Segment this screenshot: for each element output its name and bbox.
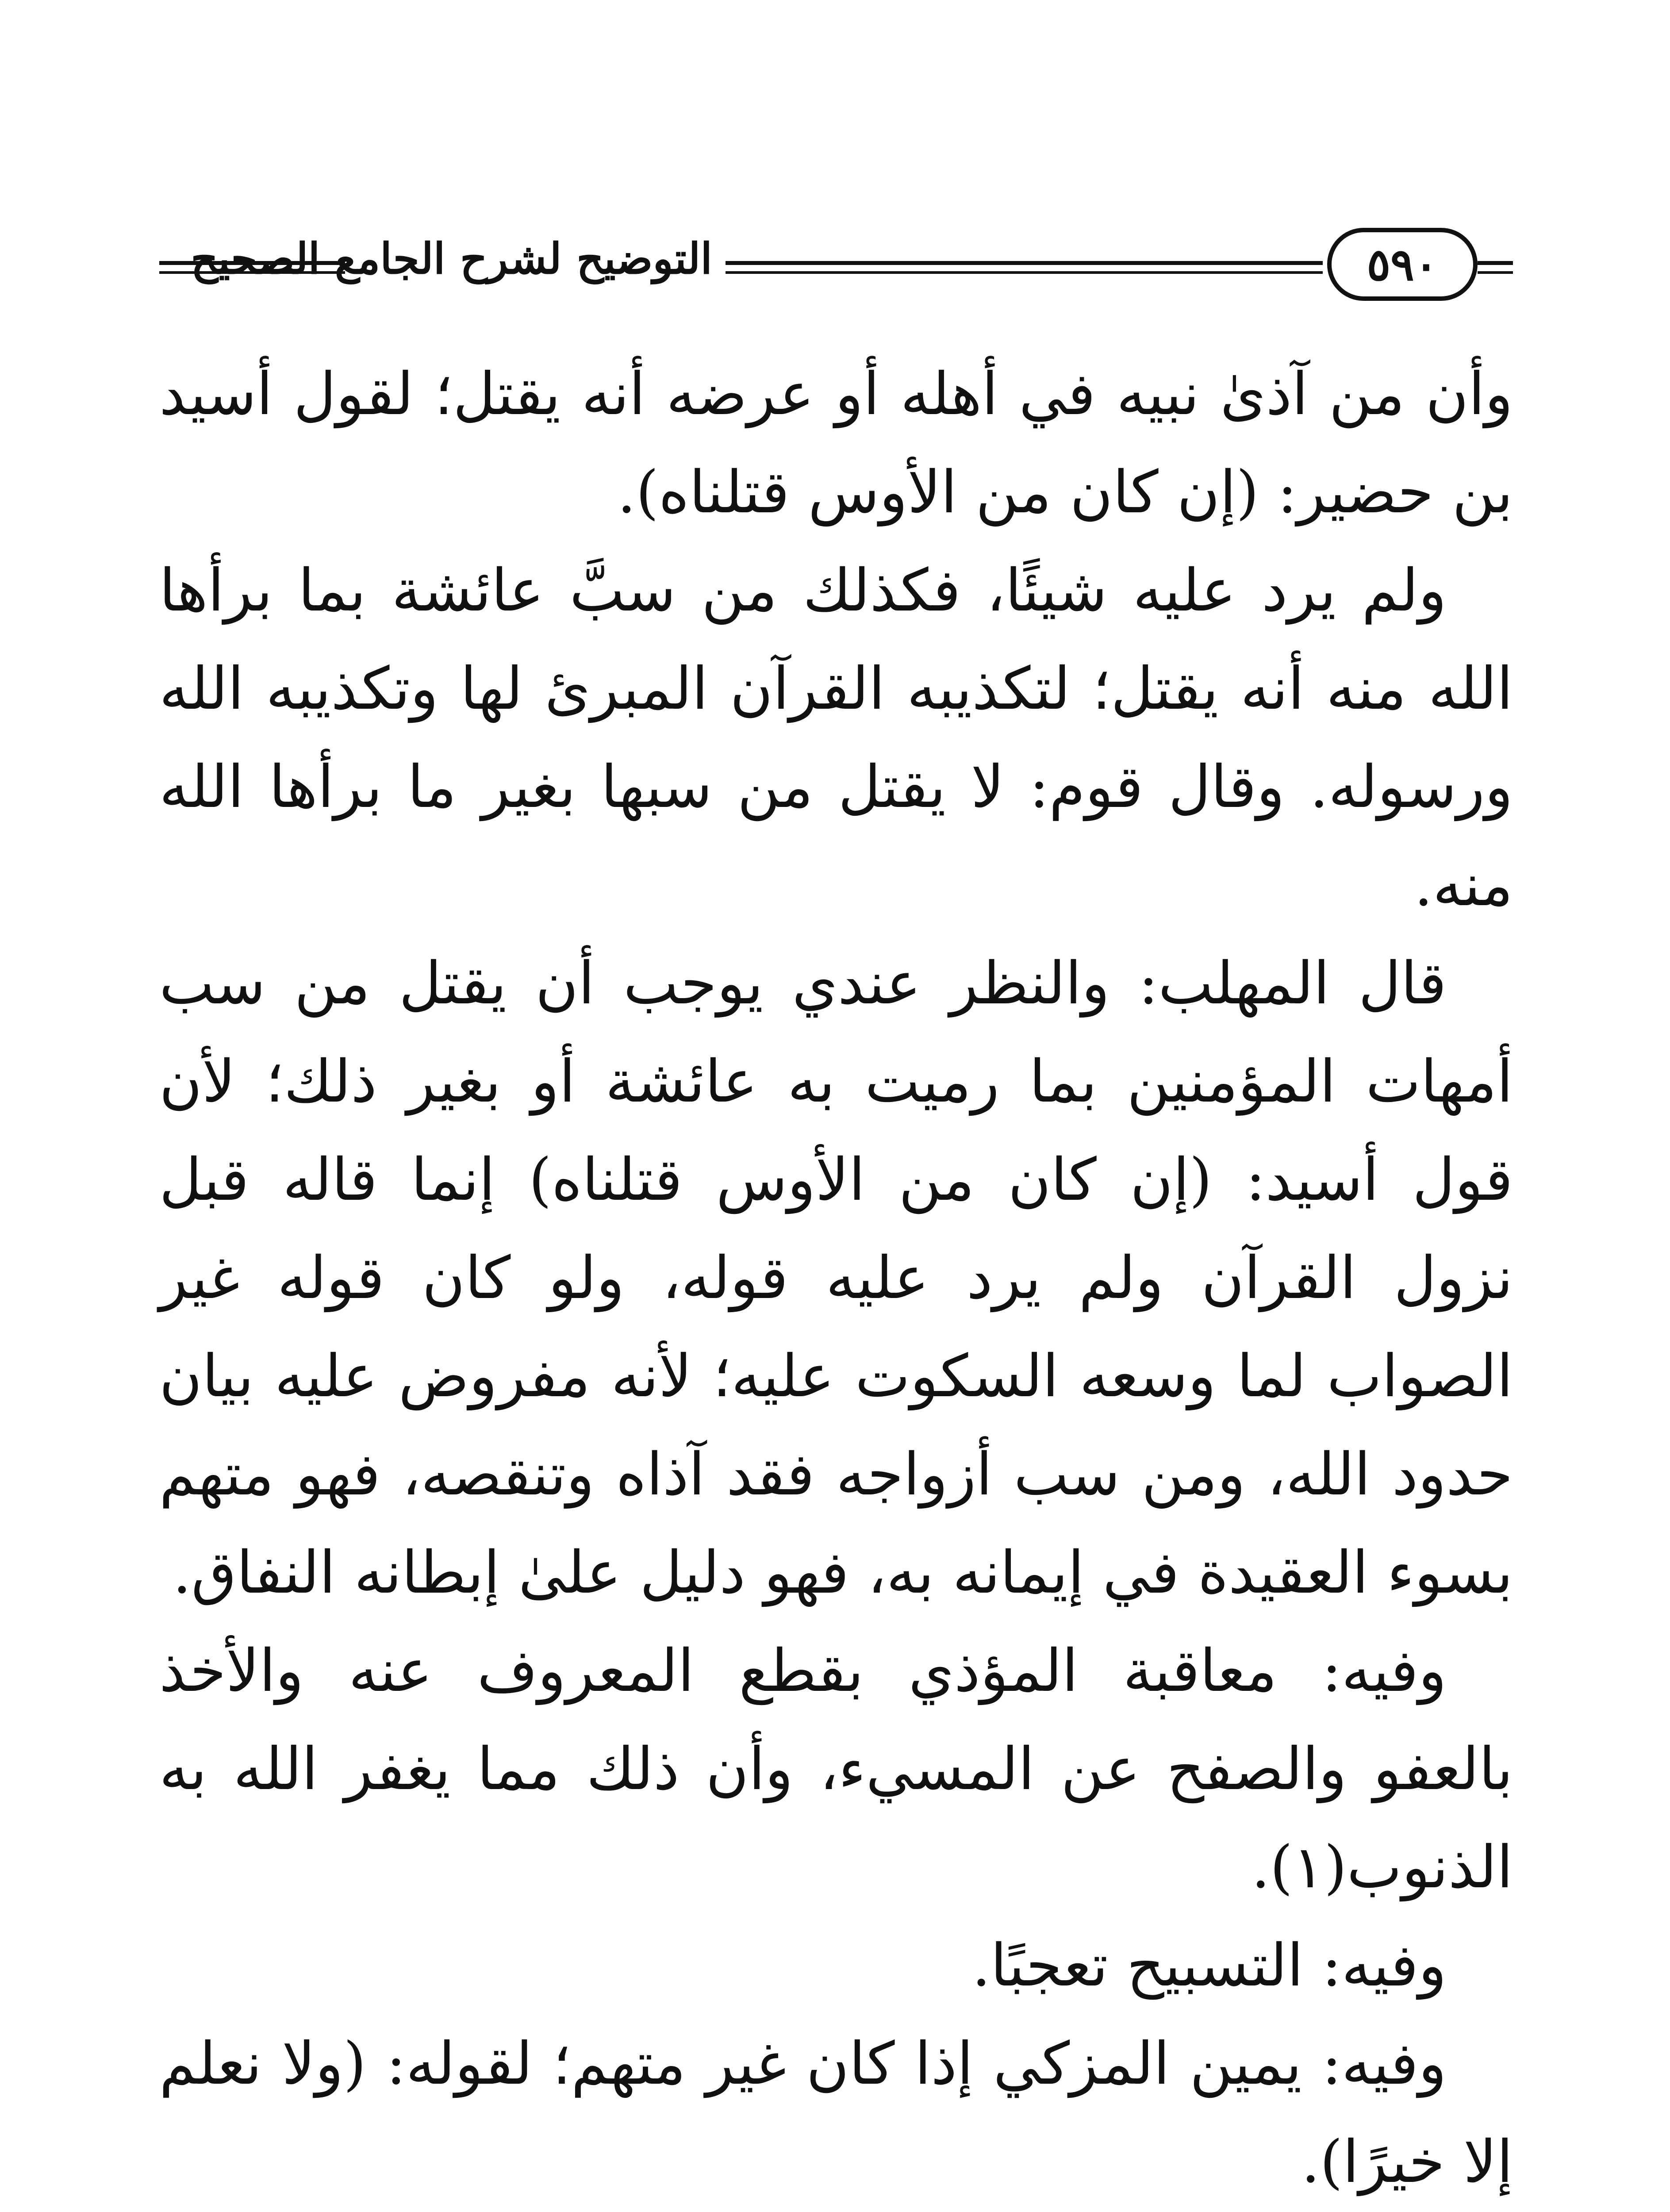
paragraph: ولم يرد عليه شيئًا، فكذلك من سبَّ عائشة بما برأها الله منه أنه يقتل؛ لتكذيبه القرآن المبرئ لها وتكذيبه الله ورسوله. وقال قوم: لا يقتل من سبها بغير ما برأها الله منه. bbox=[159, 557, 1513, 919]
running-title: التوضيح لشرح الجامع الصحيح bbox=[191, 234, 712, 284]
paragraph: وفيه: معاقبة المؤذي بقطع المعروف عنه والأخذ بالعفو والصفح عن المسيء، وأن ذلك مما يغفر الله به الذنوب(١). bbox=[159, 1637, 1513, 1901]
page-number: ٥٩٠ bbox=[1367, 238, 1438, 291]
header-rule-right bbox=[1478, 261, 1513, 265]
page-header bbox=[159, 230, 1513, 305]
main-text bbox=[159, 345, 1513, 2212]
paragraph: وأن من آذىٰ نبيه في أهله أو عرضه أنه يقتل؛ لقول أسيد بن حضير: (إن كان من الأوس قتلناه). bbox=[159, 360, 1513, 526]
header-rule-middle bbox=[726, 261, 1323, 265]
paragraph: قال المهلب: والنظر عندي يوجب أن يقتل من سب أمهات المؤمنين بما رميت به عائشة أو بغير ذلك؛ لأن قول أسيد: (إن كان من الأوس قتلناه) إنما قاله قبل نزول القرآن ولم يرد عليه قوله، ولو كان قوله غير الصواب لما وسعه السكوت عليه؛ لأنه مفروض عليه بيان حدود الله، ومن سب أزواجه فقد آذاه وتنقصه، فهو متهم بسوء العقيدة في إيمانه به، فهو دليل علىٰ إبطانه النفاق. bbox=[159, 949, 1513, 1607]
paragraph: وفيه: التسبيح تعجبًا. bbox=[972, 1932, 1447, 2000]
page-number-badge bbox=[1327, 228, 1478, 301]
paragraph: وفيه: يمين المزكي إذا كان غير متهم؛ لقوله: (ولا نعلم إلا خيرًا). bbox=[159, 2030, 1513, 2196]
